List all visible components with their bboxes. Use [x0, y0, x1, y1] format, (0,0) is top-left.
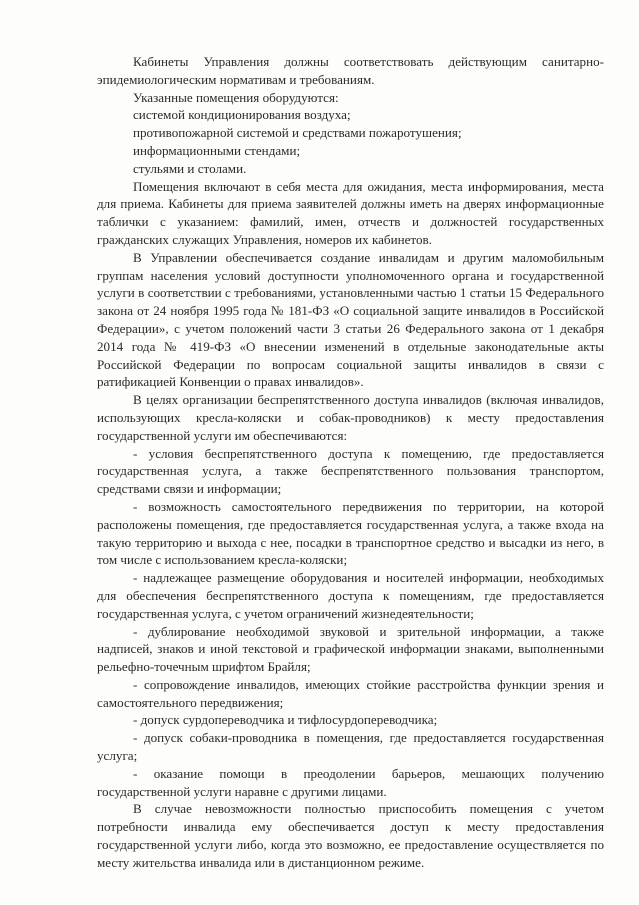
paragraph: Указанные помещения оборудуются:	[133, 89, 339, 105]
list-item: системой кондиционирования воздуха;	[133, 107, 351, 123]
list-item: противопожарной системой и средствами пожаротушения;	[133, 125, 462, 141]
paragraph: - условия беспрепятственного доступа к помещению, где предоставляется государственная услуга, а также беспрепятственного пользования транспортом, средствами связи и информации;	[97, 445, 604, 497]
paragraph: Кабинеты Управления должны соответствовать действующим санитарно-эпидемиологическим нормативам и требованиям.	[97, 54, 604, 87]
list-item: стульями и столами.	[133, 160, 247, 176]
paragraph: В целях организации беспрепятственного доступа инвалидов (включая инвалидов, использующих кресла-коляски и собак-проводников) к месту предоставления государственной услуги им обеспечиваются:	[97, 392, 604, 443]
list-item: информационными стендами;	[133, 142, 301, 158]
paragraph: В случае невозможности полностью приспособить помещения с учетом потребности инвалида ему обеспечивается доступ к месту предоставления государственной услуги либо, когда это возможно, ее предоставление осуществляется по месту жительства инвалида или в дистанционном режиме.	[97, 801, 604, 870]
paragraph: - надлежащее размещение оборудования и носителей информации, необходимых для обеспечения беспрепятственного доступа к помещениям, где предоставляется государственная услуга, с учетом ограничений жизнедеятельности;	[97, 570, 604, 621]
document-body	[97, 53, 604, 872]
paragraph: - сопровождение инвалидов, имеющих стойкие расстройства функции зрения и самостоятельного передвижения;	[97, 676, 604, 710]
paragraph: - оказание помощи в преодолении барьеров, мешающих получению государственной услуги наравне с другими лицами.	[97, 765, 604, 799]
paragraph: - допуск собаки-проводника в помещения, где предоставляется государственная услуга;	[97, 730, 604, 764]
paragraph: В Управлении обеспечивается создание инвалидам и другим маломобильным группам населения условий доступности уполномоченного органа и государственной услуги в соответствии с требованиями, установленными частью 1 статьи 15 Федерального закона от 24 ноября 1995 года № 181-ФЗ «О социальной защите инвалидов в Российской Федерации», с учетом положений части 3 статьи 26 Федерального закона от 1 декабря 2014 года № 419-ФЗ «О внесении изменений в отдельные законодательные акты Российской Федерации по вопросам социальной защиты инвалидов в связи с ратификацией Конвенции о правах инвалидов».	[97, 249, 604, 390]
paragraph: Помещения включают в себя места для ожидания, места информирования, места для приема. Кабинеты для приема заявителей должны иметь на дверях информационные таблички с указанием: фамилий, имен, отчеств и должностей государственных гражданских служащих Управления, номеров их кабинетов.	[97, 178, 604, 247]
paragraph: - допуск сурдопереводчика и тифлосурдопереводчика;	[133, 712, 438, 728]
paragraph: - дублирование необходимой звуковой и зрительной информации, а также надписей, знаков и иной текстовой и графической информации знаками, выполненными рельефно-точечным шрифтом Брайля;	[97, 623, 604, 675]
paragraph: - возможность самостоятельного передвижения по территории, на которой расположены помещения, где предоставляется государственная услуга, а также входа на такую территорию и выхода с нее, посадки в транспортное средство и высадки из него, в том числе с использованием кресла-коляски;	[97, 498, 604, 568]
